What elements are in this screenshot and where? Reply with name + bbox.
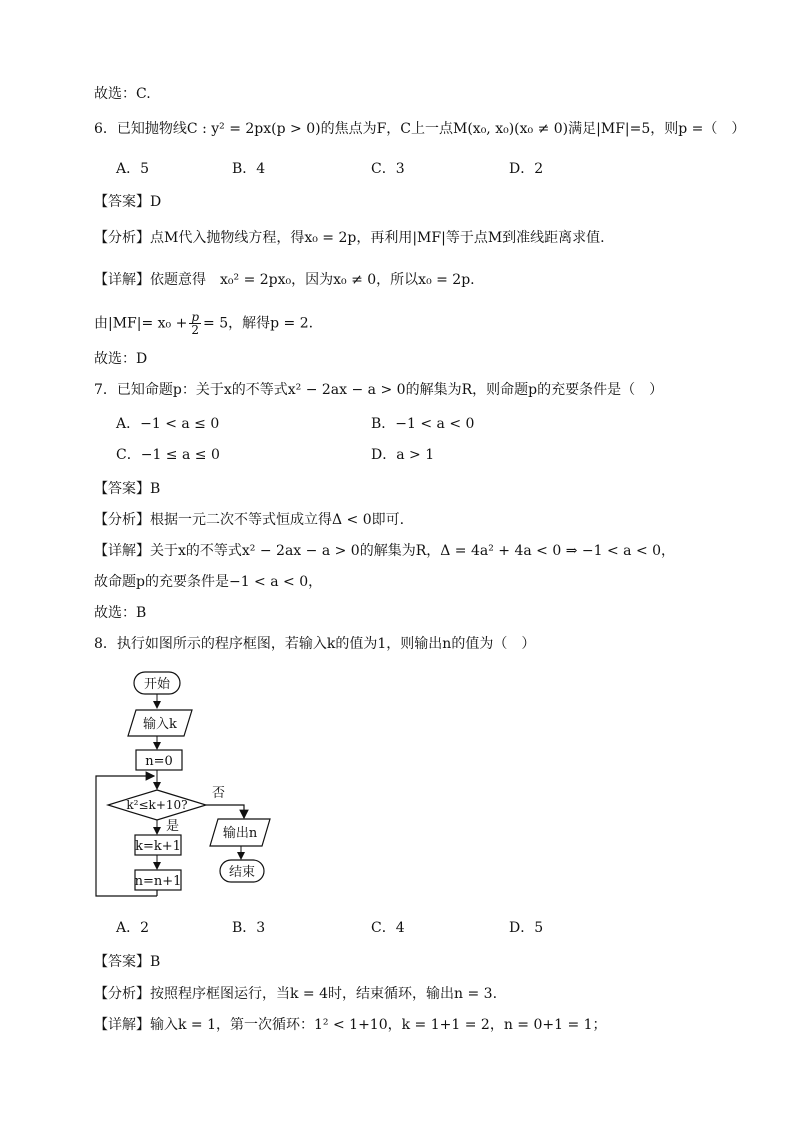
q7-option-c: C．−1 ≤ a ≤ 0 — [116, 447, 220, 463]
q6-detail: 【详解】依题意得 x₀² = 2px₀，因为x₀ ≠ 0，所以x₀ = 2p. — [94, 272, 475, 288]
q8-option-d: D．5 — [509, 920, 544, 936]
q8-answer: 【答案】B — [94, 954, 161, 970]
q6-detail-2-post: = 5，解得p = 2. — [203, 315, 314, 332]
q7-detail-2: 故命题p的充要条件是−1 < a < 0， — [94, 574, 323, 590]
q7-option-d: D．a > 1 — [371, 447, 435, 463]
flow-no-label: 否 — [212, 786, 226, 801]
q6-option-c: C．3 — [371, 161, 405, 177]
q8-option-a: A．2 — [116, 920, 150, 936]
flow-input-label: 输入k — [143, 717, 177, 732]
q8-detail: 【详解】输入k = 1，第一次循环：1² < 1+10，k = 1+1 = 2，n = 0+1 = 1； — [94, 1017, 607, 1033]
program-flowchart — [94, 666, 294, 901]
fraction-denominator: 2 — [191, 323, 200, 337]
flow-end-label: 结束 — [228, 865, 256, 880]
q7-answer: 【答案】B — [94, 481, 161, 497]
flow-yes-label: 是 — [166, 819, 180, 834]
q6-detail-2 — [94, 311, 313, 336]
q6-answer: 【答案】D — [94, 194, 162, 210]
question-7: 7．已知命题p：关于x的不等式x² − 2ax − a > 0的解集为R，则命题p的充要条件是（ ） — [94, 382, 664, 398]
flow-init-label: n=0 — [145, 754, 173, 769]
flow-step1-label: k=k+1 — [135, 839, 181, 854]
q6-analysis: 【分析】点M代入抛物线方程，得x₀ = 2p，再利用|MF|等于点M到准线距离求值. — [94, 230, 605, 246]
q7-analysis: 【分析】根据一元二次不等式恒成立得Δ < 0即可. — [94, 512, 405, 528]
flow-output-label: 输出n — [222, 826, 258, 841]
q6-detail-2-pre: 由|MF|= x₀ + — [94, 315, 188, 332]
q6-option-d: D．2 — [509, 161, 544, 177]
question-8: 8．执行如图所示的程序框图，若输入k的值为1，则输出n的值为（ ） — [94, 636, 536, 652]
flow-start-label: 开始 — [143, 677, 171, 692]
q7-detail: 【详解】关于x的不等式x² − 2ax − a > 0的解集为R，Δ = 4a² + 4a < 0 ⇒ −1 < a < 0， — [94, 543, 676, 559]
q8-option-b: B．3 — [232, 920, 266, 936]
fraction-numerator: p — [191, 310, 200, 324]
flow-step2-label: n=n+1 — [134, 874, 182, 889]
q7-option-b: B．−1 < a < 0 — [371, 416, 475, 432]
q6-choice: 故选：D — [94, 351, 148, 367]
prev-choice: 故选：C. — [94, 86, 151, 102]
q8-option-c: C．4 — [371, 920, 405, 936]
q6-option-a: A．5 — [116, 161, 150, 177]
flow-decision-label: k²≤k+10? — [126, 798, 188, 812]
q6-option-b: B．4 — [232, 161, 266, 177]
q7-option-a: A．−1 < a ≤ 0 — [116, 416, 220, 432]
question-6: 6．已知抛物线C : y² = 2px(p > 0)的焦点为F，C上一点M(x₀, x₀)(x₀ ≠ 0)满足|MF|=5，则p =（ ） — [94, 121, 746, 137]
q7-choice: 故选：B — [94, 605, 147, 621]
q8-analysis: 【分析】按照程序框图运行，当k = 4时，结束循环，输出n = 3. — [94, 986, 498, 1002]
fraction-p-over-2 — [189, 311, 201, 336]
